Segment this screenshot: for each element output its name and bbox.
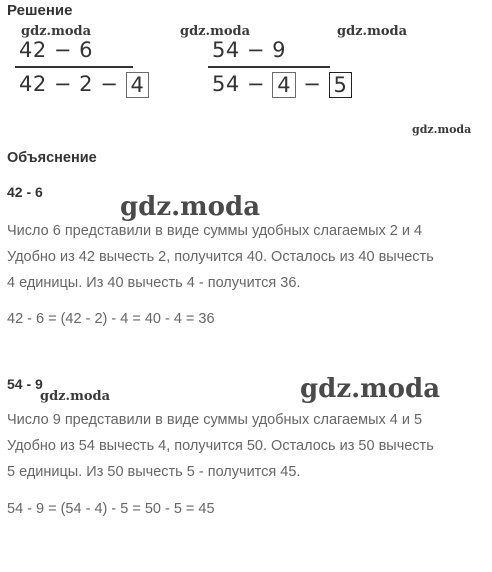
section-title-explanation: Объяснение <box>7 150 97 166</box>
section-title-solution: Решение <box>7 2 73 19</box>
answer-box: 4 <box>126 72 150 98</box>
explanation-line: Удобно из 42 вычесть 2, получится 40. Осталось из 40 вычесть <box>7 249 434 265</box>
watermark: gdz.moda <box>337 24 408 39</box>
explanation-line: Число 9 представили в виде суммы удобных слагаемых 4 и 5 <box>7 412 423 428</box>
explanation-line: Удобно из 54 вычесть 4, получится 50. Осталось из 50 вычесть <box>7 438 434 454</box>
minus-sign: − <box>303 72 322 96</box>
block-heading: 54 - 9 <box>7 376 43 392</box>
watermark: gdz.moda <box>300 374 441 404</box>
answer-box: 4 <box>272 72 296 98</box>
watermark: gdz.moda <box>180 24 251 39</box>
expression-decomposition <box>19 72 149 98</box>
expression-left: 54 − <box>212 72 265 96</box>
watermark: gdz.moda <box>40 389 111 404</box>
expression-top: 42 − 6 <box>19 38 94 62</box>
block-heading: 42 - 6 <box>7 184 43 200</box>
divider-line <box>208 66 330 68</box>
divider-line <box>15 66 133 68</box>
formula: 42 - 6 = (42 - 2) - 4 = 40 - 4 = 36 <box>7 311 215 327</box>
expression-decomposition <box>212 72 352 98</box>
explanation-line: 4 единицы. Из 40 вычесть 4 - получится 36. <box>7 275 301 291</box>
watermark: gdz.moda <box>21 24 92 39</box>
expression-top: 54 − 9 <box>212 38 287 62</box>
expression-left: 42 − 2 − <box>19 72 119 96</box>
explanation-line: 5 единицы. Из 50 вычесть 5 - получится 45. <box>7 464 301 480</box>
explanation-line: Число 6 представили в виде суммы удобных слагаемых 2 и 4 <box>7 223 423 239</box>
answer-box: 5 <box>329 72 353 98</box>
watermark: gdz.moda <box>120 192 261 222</box>
watermark: gdz.moda <box>412 123 472 136</box>
formula: 54 - 9 = (54 - 4) - 5 = 50 - 5 = 45 <box>7 501 215 517</box>
